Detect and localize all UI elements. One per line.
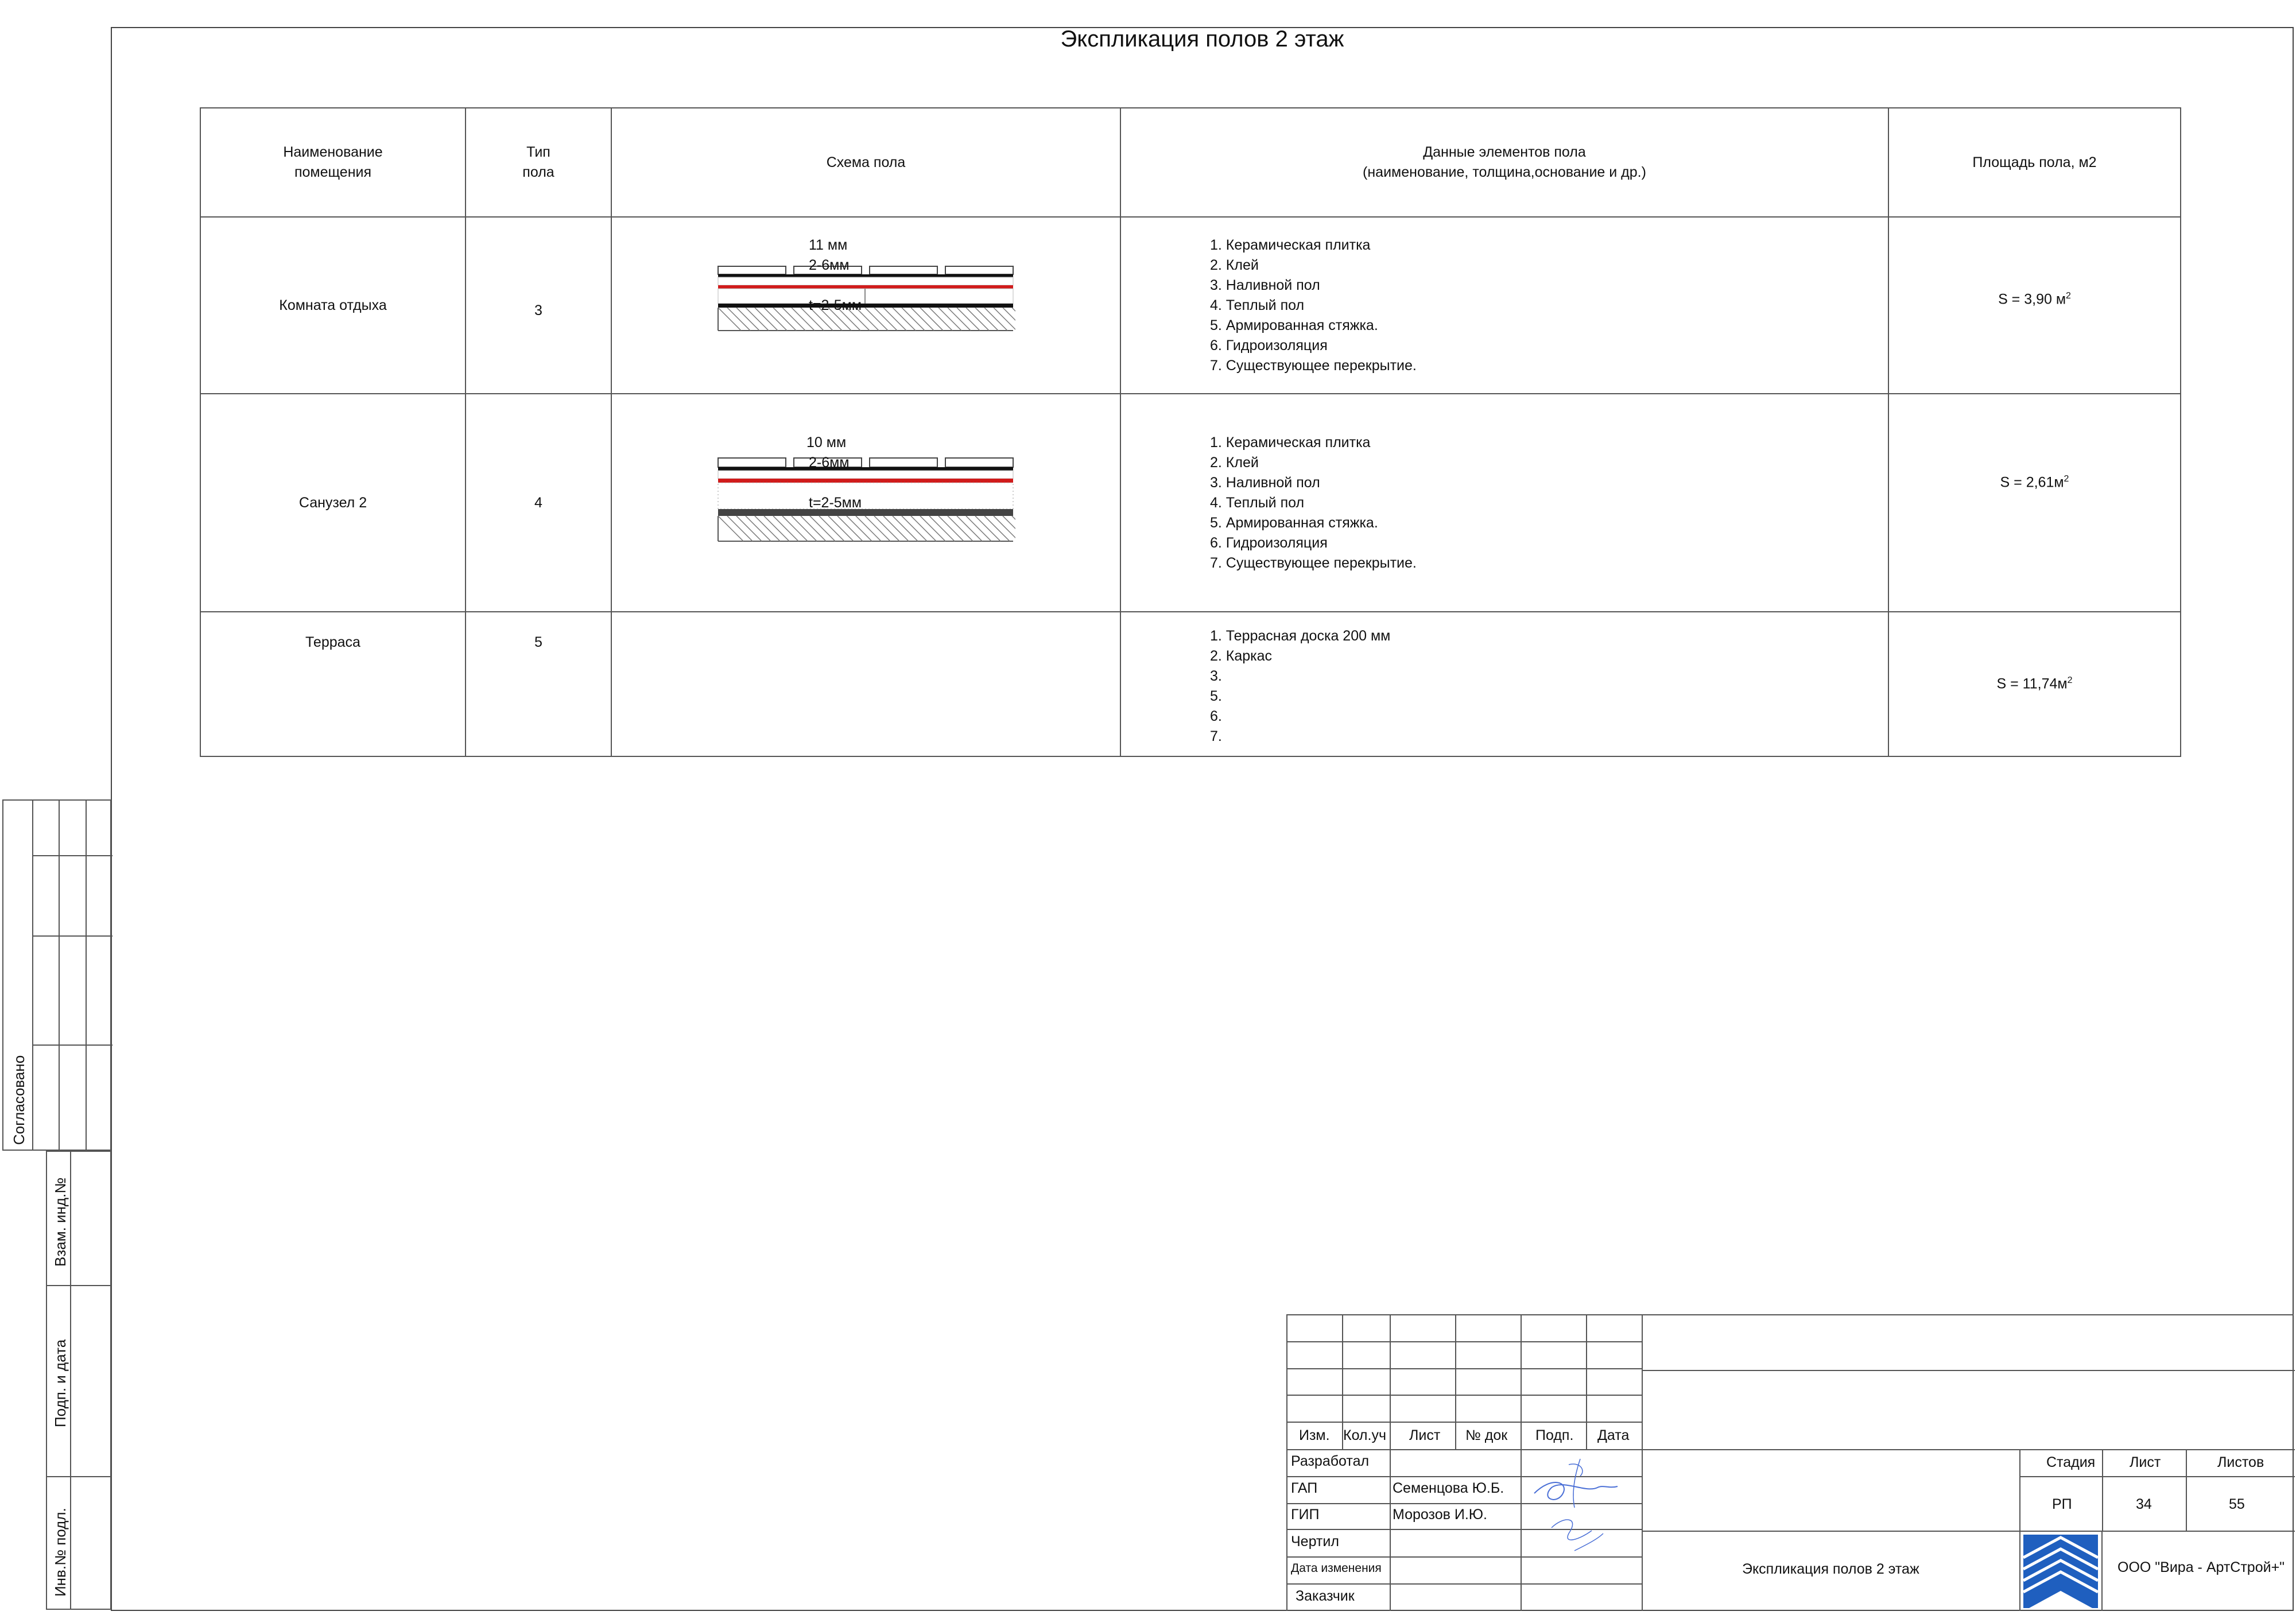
floor-scheme bbox=[611, 217, 1120, 394]
room-name: Комната отдыха bbox=[200, 217, 466, 394]
col-izm: Изм. bbox=[1299, 1427, 1330, 1443]
layer-item: 1. Керамическая плитка 10 мм bbox=[806, 434, 1371, 451]
floor-spec-table bbox=[200, 107, 2181, 757]
layer-item: 6. Гидроизоляция bbox=[1210, 337, 1328, 354]
name-gip: Морозов И.Ю. bbox=[1393, 1506, 1487, 1523]
floor-type: 5 bbox=[466, 612, 611, 756]
layer-item: 6. Гидроизоляция bbox=[1210, 534, 1328, 551]
layer-item: 5. Армированная стяжка. bbox=[1210, 514, 1378, 531]
role-chertil: Чертил bbox=[1291, 1533, 1339, 1550]
col-podp: Подп. bbox=[1535, 1427, 1574, 1443]
sheets-value: 55 bbox=[2229, 1496, 2245, 1512]
header-scheme: Схема пола bbox=[611, 108, 1120, 217]
role-razrabotal: Разработал bbox=[1291, 1453, 1370, 1469]
stage-label: Стадия bbox=[2046, 1454, 2096, 1470]
floor-area: S = 3,90 $м^2$ bbox=[1888, 217, 2181, 394]
header-type: Тип пола bbox=[466, 108, 611, 217]
floor-section-diagram bbox=[717, 261, 1015, 347]
table-row bbox=[200, 394, 2181, 612]
layer-item: 4. Теплый пол t=2-5мм bbox=[809, 297, 1305, 313]
layer-item: 7. bbox=[1210, 728, 1222, 744]
company-logo bbox=[2023, 1535, 2098, 1608]
stage-value: РП bbox=[2052, 1496, 2072, 1512]
floor-type: 4 bbox=[466, 394, 611, 612]
layer-item: 6. bbox=[1210, 708, 1222, 724]
layer-item: 7. Существующее перекрытие. bbox=[1210, 357, 1417, 374]
layer-item: 7. Существующее перекрытие. bbox=[1210, 554, 1417, 571]
layer-item: 2. Клей 2-6мм bbox=[809, 257, 1259, 273]
layer-item: 3. bbox=[1210, 668, 1222, 684]
room-name: Терраса bbox=[200, 612, 466, 756]
floor-layers-list bbox=[806, 394, 1888, 612]
role-date-change: Дата изменения bbox=[1291, 1562, 1382, 1575]
col-kolvo: Кол.уч bbox=[1343, 1427, 1386, 1443]
floor-layers-list bbox=[1120, 612, 1888, 756]
layer-item: 2. Каркас bbox=[1210, 648, 1273, 664]
table-header-row bbox=[200, 108, 2181, 217]
header-area: Площадь пола, м2 bbox=[1888, 108, 2181, 217]
col-data: Дата bbox=[1597, 1427, 1630, 1443]
company-name: ООО "Вира - АртСтрой+" bbox=[2117, 1559, 2285, 1575]
floor-area: $S = 2,61м^2$ bbox=[1888, 394, 2181, 612]
col-ndoc: № док bbox=[1465, 1427, 1508, 1443]
sheet-label: Лист bbox=[2130, 1454, 2161, 1470]
floor-layers-list bbox=[809, 217, 1888, 394]
sheet-value: 34 bbox=[2136, 1496, 2152, 1512]
header-data: Данные элементов пола (наименование, толщина,основание и др.) bbox=[1120, 108, 1888, 217]
layer-item: 5. Армированная стяжка. bbox=[1210, 317, 1378, 333]
role-customer: Заказчик bbox=[1296, 1588, 1355, 1604]
doc-title: Экспликация полов 2 этаж bbox=[1742, 1561, 1919, 1577]
vzam-label: Взам. инд.№ bbox=[52, 1177, 69, 1267]
role-gip: ГИП bbox=[1291, 1506, 1320, 1523]
floor-area: $S = 11,74м^2$ bbox=[1888, 612, 2181, 756]
table-row bbox=[200, 217, 2181, 394]
col-list: Лист bbox=[1409, 1427, 1441, 1443]
title-block bbox=[1286, 1314, 2294, 1611]
layer-item: 2. Клей 2-6мм bbox=[809, 454, 1259, 471]
layer-item: 4. Теплый пол t=2-5мм bbox=[809, 494, 1305, 511]
floor-scheme bbox=[611, 612, 1120, 756]
layer-item: 3. Наливной пол bbox=[1210, 277, 1320, 293]
floor-scheme bbox=[611, 394, 1120, 612]
floor-section-diagram bbox=[717, 446, 1015, 556]
agreed-stamp bbox=[2, 799, 111, 1151]
signature-gap bbox=[1517, 1453, 1632, 1568]
layer-item: 5. bbox=[1210, 688, 1222, 704]
inv-label: Инв.№ подл. bbox=[52, 1508, 69, 1597]
layer-item: 3. Наливной пол bbox=[1210, 474, 1320, 491]
room-name: Санузел 2 bbox=[200, 394, 466, 612]
table-row bbox=[200, 612, 2181, 756]
layer-item: 1. Керамическая плитка 11 мм bbox=[809, 236, 1371, 253]
side-stamp-column bbox=[46, 1151, 111, 1610]
header-room: Наименование помещения bbox=[200, 108, 466, 217]
name-gap: Семенцова Ю.Б. bbox=[1393, 1480, 1504, 1496]
agreed-label: Согласовано bbox=[10, 1055, 28, 1145]
page-title: Экспликация полов 2 этаж bbox=[1060, 26, 1344, 52]
sheets-label: Листов bbox=[2217, 1454, 2264, 1470]
role-gap: ГАП bbox=[1291, 1480, 1318, 1496]
floor-type: 3 bbox=[466, 217, 611, 394]
podp-label: Подп. и дата bbox=[52, 1339, 69, 1427]
layer-item: 1. Террасная доска 200 мм bbox=[1210, 628, 1391, 644]
